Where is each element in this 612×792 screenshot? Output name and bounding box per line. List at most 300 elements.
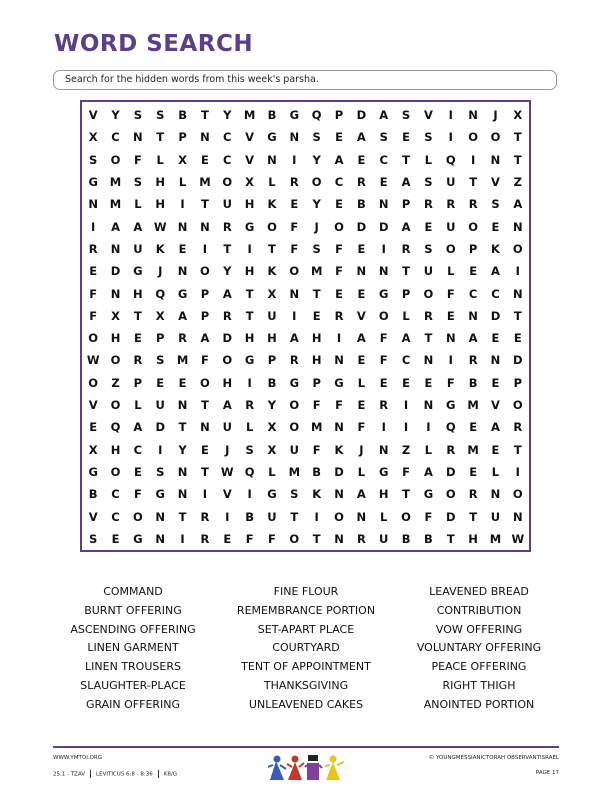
grid-letter: E [335, 130, 343, 145]
word-list-item: VOLUNTARY OFFERING [416, 641, 542, 655]
grid-letter: L [447, 264, 455, 279]
grid-letter: G [267, 130, 277, 145]
grid-letter: Y [111, 108, 120, 123]
grid-letter: E [223, 531, 232, 546]
grid-letter: X [267, 420, 277, 435]
grid-letter: B [424, 531, 433, 546]
grid-letter: O [222, 175, 233, 190]
word-list-item: CONTRIBUTION [436, 603, 522, 617]
grid-letter: N [513, 509, 523, 524]
grid-letter: G [177, 286, 188, 301]
grid-letter: E [469, 464, 478, 479]
grid-letter: T [245, 286, 254, 301]
grid-letter: L [424, 152, 433, 167]
grid-letter: P [334, 108, 344, 123]
grid-letter: E [491, 375, 500, 390]
grid-letter: R [178, 331, 187, 346]
grid-letter: N [155, 509, 166, 524]
grid-letter: K [155, 241, 165, 256]
grid-letter: T [469, 509, 478, 524]
grid-letter: X [88, 442, 98, 457]
grid-letter: S [156, 353, 165, 368]
grid-letter: P [156, 331, 165, 346]
grid-letter: P [468, 241, 478, 256]
word-list [53, 583, 559, 715]
grid-letter: N [468, 108, 478, 123]
grid-letter: X [155, 308, 165, 323]
grid-letter: U [133, 241, 143, 256]
grid-letter: G [446, 398, 456, 413]
footer-copyright: © YOUNGMESSIANICTORAH OBSERVANTISRAEL [428, 755, 559, 761]
grid-letter: C [223, 152, 232, 167]
grid-letter: F [424, 509, 433, 524]
grid-letter: B [401, 531, 411, 546]
grid-letter: L [357, 375, 366, 390]
grid-letter: L [357, 464, 366, 479]
grid-letter: N [490, 487, 501, 502]
grid-letter: E [200, 152, 209, 167]
grid-letter: A [401, 331, 411, 346]
grid-letter: U [379, 531, 389, 546]
grid-letter: E [178, 375, 187, 390]
grid-letter: N [490, 152, 501, 167]
grid-letter: R [133, 353, 143, 368]
grid-letter: E [89, 420, 98, 435]
word-list-item: UNLEAVENED CAKES [248, 697, 364, 711]
grid-letter: E [379, 375, 388, 390]
grid-letter: I [247, 241, 252, 256]
grid-letter: E [357, 353, 366, 368]
grid-letter: E [424, 219, 433, 234]
grid-letter: D [356, 108, 367, 123]
figure-purple-icon [305, 755, 322, 780]
grid-letter: T [200, 398, 209, 413]
grid-letter: G [88, 175, 98, 190]
grid-letter: C [379, 152, 388, 167]
grid-letter: K [267, 264, 277, 279]
grid-letter: W [511, 531, 525, 546]
grid-letter: T [312, 286, 321, 301]
grid-letter: R [200, 509, 210, 524]
grid-letter: E [335, 197, 343, 212]
grid-letter: A [178, 308, 188, 323]
grid-letter: N [423, 353, 434, 368]
grid-letter: N [110, 241, 121, 256]
grid-letter: I [336, 331, 342, 346]
word-list-item: LINEN TROUSERS [85, 660, 181, 674]
grid-letter: P [133, 375, 143, 390]
grid-letter: D [334, 464, 344, 479]
grid-letter: O [468, 130, 478, 145]
grid-letter: S [312, 130, 321, 145]
grid-letter: S [156, 108, 165, 123]
grid-letter: S [424, 130, 433, 145]
grid-letter: C [223, 130, 232, 145]
grid-letter: F [200, 353, 209, 368]
grid-letter: O [468, 219, 478, 234]
grid-letter: R [289, 353, 299, 368]
grid-letter: E [379, 175, 388, 190]
footer-website[interactable]: WWW.YMTOI.ORG [53, 755, 103, 761]
grid-letter: F [446, 375, 455, 390]
grid-letter: C [133, 442, 143, 457]
grid-letter: I [515, 264, 520, 279]
grid-letter: E [89, 264, 98, 279]
word-list-item: RIGHT THIGH [442, 678, 516, 692]
grid-letter: A [111, 219, 120, 234]
footer-parsha: 25.1 - TZAV [53, 771, 86, 778]
grid-letter: S [89, 152, 98, 167]
word-list-item: COMMAND [103, 585, 163, 598]
grid-letter: A [356, 487, 366, 502]
instructions-box [53, 70, 557, 90]
grid-letter: Q [445, 152, 456, 167]
grid-letter: G [378, 286, 389, 301]
grid-letter: U [267, 509, 277, 524]
footer-divider [53, 746, 559, 748]
grid-letter: D [378, 219, 389, 234]
grid-letter: W [153, 219, 167, 234]
grid-letter: E [491, 219, 500, 234]
grid-letter: I [91, 219, 96, 234]
grid-letter: H [110, 442, 121, 457]
grid-letter: L [424, 442, 433, 457]
grid-letter: G [133, 264, 143, 279]
grid-letter: M [489, 531, 502, 546]
instructions-text: Search for the hidden words from this week's parsha. [65, 74, 319, 85]
grid-letter: J [493, 108, 498, 123]
grid-letter: R [379, 398, 389, 413]
grid-letter: U [490, 509, 501, 524]
grid-letter: E [178, 241, 187, 256]
grid-letter: H [222, 375, 233, 390]
grid-letter: M [310, 420, 323, 435]
grid-letter: T [200, 464, 209, 479]
figure-yellow-icon [325, 756, 344, 781]
grid-letter: U [222, 197, 232, 212]
grid-letter: A [133, 420, 143, 435]
grid-letter: O [110, 464, 121, 479]
grid-letter: S [379, 130, 388, 145]
grid-letter: N [267, 152, 277, 167]
grid-letter: N [490, 353, 501, 368]
grid-letter: A [491, 420, 500, 435]
grid-letter: F [335, 398, 343, 413]
grid-letter: I [180, 197, 185, 212]
grid-letter: H [244, 264, 255, 279]
grid-letter: H [244, 197, 255, 212]
grid-letter: X [267, 442, 277, 457]
grid-letter: P [178, 130, 187, 145]
grid-letter: N [334, 353, 344, 368]
grid-letter: N [378, 442, 389, 457]
grid-letter: T [469, 175, 478, 190]
grid-letter: M [109, 175, 122, 190]
grid-letter: T [223, 241, 232, 256]
word-list-item: GRAIN OFFERING [85, 697, 181, 711]
grid-letter: S [156, 464, 165, 479]
grid-letter: Y [267, 398, 277, 413]
grid-letter: R [356, 175, 366, 190]
grid-letter: H [378, 487, 389, 502]
grid-letter: I [448, 353, 453, 368]
grid-letter: V [88, 398, 98, 413]
grid-letter: E [402, 130, 410, 145]
grid-letter: A [334, 152, 344, 167]
grid-letter: M [467, 442, 479, 457]
grid-letter: R [356, 531, 366, 546]
grid-letter: T [178, 509, 187, 524]
grid-letter: P [200, 286, 210, 301]
grid-letter: O [200, 375, 210, 390]
grid-letter: J [359, 442, 364, 457]
grid-letter: U [289, 442, 299, 457]
grid-letter: E [491, 331, 500, 346]
grid-letter: A [491, 264, 500, 279]
grid-letter: R [88, 241, 98, 256]
grid-letter: M [109, 197, 122, 212]
grid-letter: E [491, 442, 500, 457]
grid-letter: K [334, 442, 344, 457]
children-figures-logo-icon [268, 753, 352, 781]
grid-letter: D [110, 264, 121, 279]
grid-letter: I [314, 509, 319, 524]
grid-letter: K [267, 197, 277, 212]
footer-page-number: PAGE 17 [535, 770, 559, 776]
grid-letter: H [311, 353, 322, 368]
grid-letter: H [267, 331, 277, 346]
grid-letter: N [155, 531, 166, 546]
grid-letter: R [289, 175, 299, 190]
grid-letter: X [88, 130, 98, 145]
grid-letter: F [312, 398, 321, 413]
grid-letter: S [133, 175, 143, 190]
grid-letter: A [401, 175, 411, 190]
grid-letter: D [445, 464, 456, 479]
grid-letter: I [403, 420, 409, 435]
grid-letter: E [513, 331, 522, 346]
grid-letter: G [88, 464, 98, 479]
grid-letter: B [356, 197, 366, 212]
grid-letter: V [245, 130, 255, 145]
grid-letter: W [86, 353, 100, 368]
grid-letter: N [334, 531, 344, 546]
grid-letter: F [290, 219, 299, 234]
word-list-item: REMEMBRANCE PORTION [236, 603, 376, 617]
grid-letter: I [403, 398, 409, 413]
grid-letter: E [469, 420, 478, 435]
grid-letter: A [200, 331, 210, 346]
grid-letter: Q [445, 420, 456, 435]
grid-letter: Q [244, 464, 255, 479]
grid-letter: B [178, 108, 187, 123]
grid-letter: T [200, 108, 209, 123]
grid-letter: S [491, 197, 500, 212]
grid-letter: E [312, 308, 321, 323]
grid-letter: A [289, 331, 299, 346]
grid-letter: M [243, 108, 256, 123]
grid-letter: Y [223, 108, 232, 123]
grid-letter: O [88, 331, 99, 346]
grid-letter: H [244, 331, 255, 346]
grid-letter: V [88, 509, 98, 524]
grid-letter: I [515, 464, 520, 479]
word-list-item: LINEN GARMENT [87, 641, 179, 655]
grid-letter: C [468, 286, 478, 301]
grid-letter: T [446, 531, 455, 546]
grid-letter: N [378, 264, 389, 279]
grid-letter: I [180, 531, 185, 546]
grid-letter: E [357, 241, 366, 256]
grid-letter: E [446, 308, 455, 323]
grid-letter: O [445, 487, 456, 502]
grid-letter: E [357, 152, 366, 167]
grid-letter: P [200, 308, 210, 323]
grid-letter: O [222, 353, 233, 368]
grid-letter: G [267, 487, 277, 502]
grid-letter: Y [178, 442, 187, 457]
grid-letter: F [379, 331, 388, 346]
grid-letter: O [490, 130, 501, 145]
grid-letter: R [245, 398, 255, 413]
grid-letter: Q [110, 420, 121, 435]
grid-letter: H [155, 197, 166, 212]
grid-letter: R [423, 308, 433, 323]
grid-letter: R [222, 219, 232, 234]
grid-letter: G [155, 487, 165, 502]
grid-letter: V [88, 108, 98, 123]
figure-blue-icon [268, 756, 286, 781]
grid-letter: R [468, 197, 478, 212]
grid-letter: Q [155, 286, 166, 301]
word-list-item: PEACE OFFERING [431, 660, 527, 674]
grid-letter: A [401, 219, 411, 234]
grid-letter: N [200, 219, 210, 234]
grid-letter: R [200, 531, 210, 546]
grid-letter: F [335, 241, 343, 256]
grid-letter: F [379, 353, 388, 368]
grid-letter: I [202, 241, 208, 256]
grid-letter: Z [111, 375, 120, 390]
grid-letter: T [402, 152, 410, 167]
grid-letter: O [289, 398, 300, 413]
grid-letter: U [155, 398, 165, 413]
word-search-grid [80, 100, 531, 552]
grid-letter: T [290, 509, 299, 524]
grid-letter: O [512, 398, 523, 413]
grid-letter: I [381, 420, 386, 435]
grid-letter: F [402, 464, 410, 479]
footer-info [53, 770, 177, 778]
grid-letter: V [423, 108, 433, 123]
grid-letter: Y [312, 197, 321, 212]
grid-letter: L [268, 175, 276, 190]
grid-letter: E [290, 197, 299, 212]
grid-letter: O [445, 241, 456, 256]
grid-letter: G [289, 108, 300, 123]
grid-letter: L [156, 152, 164, 167]
grid-letter: M [467, 398, 479, 413]
grid-letter: G [378, 464, 389, 479]
grid-letter: B [267, 108, 277, 123]
grid-letter: E [111, 531, 120, 546]
grid-letter: N [513, 219, 523, 234]
grid-letter: A [133, 219, 143, 234]
grid-letter: B [468, 375, 478, 390]
grid-letter: R [513, 420, 523, 435]
grid-letter: T [424, 331, 433, 346]
grid-letter: U [423, 264, 434, 279]
grid-letter: C [111, 509, 120, 524]
grid-letter: S [312, 241, 321, 256]
grid-letter: A [379, 108, 389, 123]
grid-letter: A [356, 331, 366, 346]
grid-letter: H [133, 286, 143, 301]
word-list-item: THANKSGIVING [263, 678, 349, 692]
grid-letter: T [178, 420, 187, 435]
grid-letter: O [289, 531, 300, 546]
grid-letter: Y [223, 264, 232, 279]
grid-letter: D [155, 420, 165, 435]
grid-letter: R [468, 353, 478, 368]
grid-letter: Z [513, 175, 522, 190]
grid-letter: N [513, 286, 523, 301]
grid-letter: X [267, 286, 277, 301]
grid-letter: L [178, 175, 187, 190]
grid-letter: M [176, 353, 189, 368]
grid-letter: F [290, 241, 299, 256]
grid-letter: E [357, 286, 366, 301]
grid-letter: I [292, 152, 297, 167]
grid-letter: N [378, 197, 389, 212]
word-list-item: ANOINTED PORTION [423, 697, 535, 711]
grid-letter: I [448, 108, 453, 123]
grid-letter: H [468, 531, 478, 546]
grid-letter: F [89, 286, 98, 301]
grid-letter: R [222, 308, 232, 323]
grid-letter: U [446, 175, 456, 190]
grid-letter: O [289, 264, 300, 279]
grid-letter: N [177, 464, 188, 479]
grid-letter: U [446, 219, 456, 234]
grid-letter: N [356, 509, 367, 524]
grid-letter: A [222, 286, 232, 301]
grid-letter: R [446, 442, 456, 457]
grid-letter: R [334, 308, 344, 323]
grid-letter: T [133, 308, 142, 323]
grid-letter: N [177, 264, 188, 279]
grid-letter: G [244, 219, 255, 234]
grid-letter: H [155, 175, 166, 190]
grid-letter: G [334, 375, 344, 390]
word-list-item: ASCENDING OFFERING [70, 622, 196, 636]
grid-letter: L [380, 509, 388, 524]
grid-letter: O [289, 420, 300, 435]
grid-letter: B [88, 487, 98, 502]
grid-letter: T [513, 308, 522, 323]
grid-letter: I [225, 509, 230, 524]
grid-letter: V [245, 152, 255, 167]
grid-letter: O [311, 175, 322, 190]
footer-grade: K8/G [163, 771, 177, 778]
grid-letter: N [110, 286, 121, 301]
grid-letter: C [111, 130, 120, 145]
grid-letter: N [177, 487, 188, 502]
grid-letter: R [423, 197, 433, 212]
grid-letter: O [200, 264, 210, 279]
grid-letter: T [513, 442, 522, 457]
grid-letter: B [267, 375, 277, 390]
